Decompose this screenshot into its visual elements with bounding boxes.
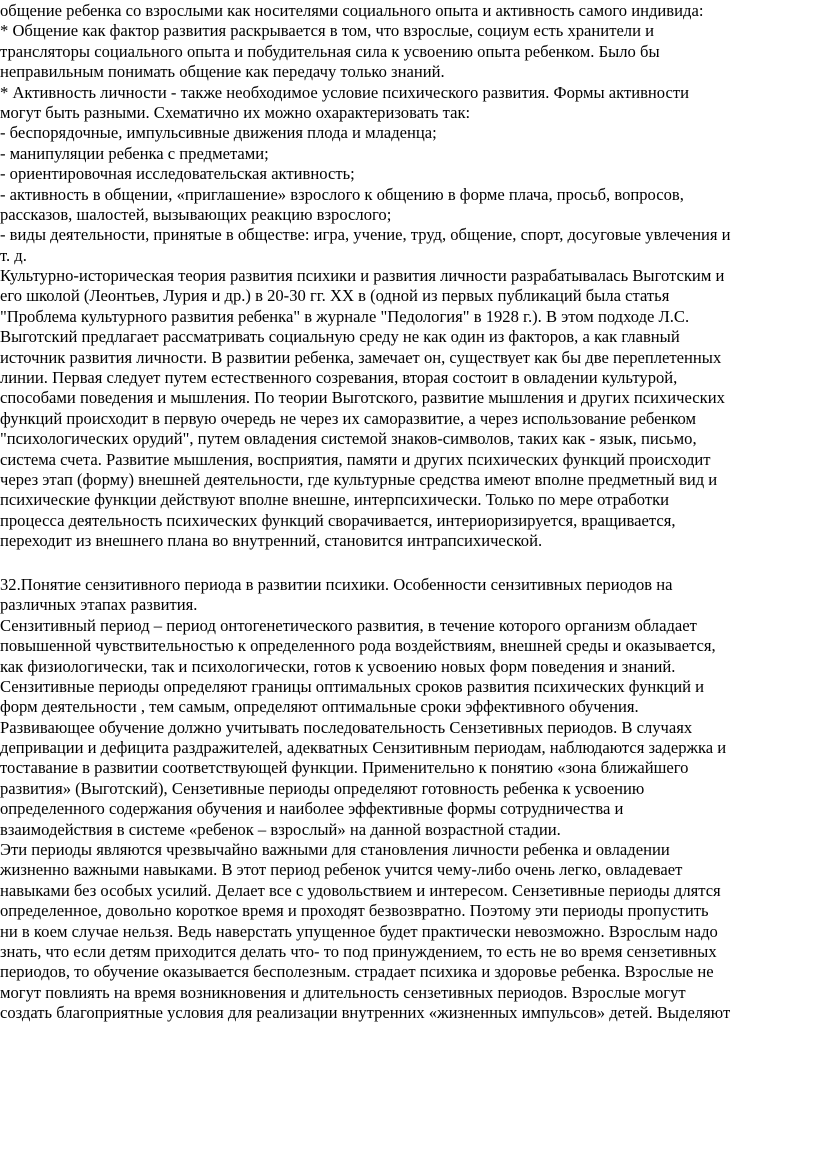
text-line: как физиологически, так и психологически, готов к усвоению новых форм поведения и знаний. <box>0 656 676 676</box>
text-line: знать, что если детям приходится делать что- то под принуждением, то есть не во время сензетивных <box>0 941 717 961</box>
text-line: создать благоприятные условия для реализации внутренних «жизненных импульсов» детей. Выделяют <box>0 1003 731 1023</box>
text-line: повышенной чувствительностью к определенного рода воздействиям, внешней среды и оказывается, <box>0 636 716 656</box>
text-line: Выготский предлагает рассматривать социальную среду не как один из факторов, а как главный <box>0 327 680 347</box>
text-line: различных этапах развития. <box>0 595 198 615</box>
text-line: определенного содержания обучения и наиболее эффективные формы сотрудничества и <box>0 799 624 819</box>
text-line: процесса деятельность психических функций сворачивается, интериоризируется, вращивается, <box>0 510 676 530</box>
text-line: Развивающее обучение должно учитывать последовательность Сензетивных периодов. В случаях <box>0 717 693 737</box>
text-line: форм деятельности , тем самым, определяют оптимальные сроки эффективного обучения. <box>0 697 639 717</box>
text-line: - активность в общении, «приглашение» взрослого к общению в форме плача, просьб, вопросов, <box>0 184 684 204</box>
text-line: - беспорядочные, импульсивные движения плода и младенца; <box>0 123 437 143</box>
text-line: ни в коем случае нельзя. Ведь наверстать упущенное будет практически невозможно. Взрослым надо <box>0 921 718 941</box>
text-line: определенное, довольно короткое время и проходят безвозвратно. Поэтому эти периоды пропустить <box>0 901 709 921</box>
text-line: "Проблема культурного развития ребенка" в журнале "Педология" в 1928 г.). В этом подходе Л.С. <box>0 306 690 326</box>
text-line: * Активность личности - также необходимое условие психического развития. Формы активности <box>0 82 690 102</box>
text-line: психические функции действуют вполне внешне, интерпсихически. Только по мере отработки <box>0 490 670 510</box>
text-line: - манипуляции ребенка с предметами; <box>0 143 269 163</box>
text-line: его школой (Леонтьев, Лурия и др.) в 20-30 гг. XX в (одной из первых публикаций была статья <box>0 286 670 306</box>
text-line: Эти периоды являются чрезвычайно важными для становления личности ребенка и овладении <box>0 840 670 860</box>
text-line: 32.Понятие сензитивного периода в развитии психики. Особенности сензитивных периодов на <box>0 574 673 594</box>
text-line: система счета. Развитие мышления, восприятия, памяти и других психических функций происходит <box>0 449 711 469</box>
text-line: периодов, то обучение оказывается бесполезным. страдает психика и здоровье ребенка. Взрослые не <box>0 962 714 982</box>
text-line: неправильным понимать общение как передачу только знаний. <box>0 62 445 82</box>
text-line: тоставание в развитии соответствующей функции. Применительно к понятию «зона ближайшего <box>0 758 689 778</box>
text-line: - виды деятельности, принятые в обществе: игра, учение, труд, общение, спорт, досуговые увлечения и <box>0 225 731 245</box>
text-line: через этап (форму) внешней деятельности, где культурные средства имеют вполне предметный вид и <box>0 469 718 489</box>
text-line: линии. Первая следует путем естественного созревания, вторая состоит в овладении культурой, <box>0 368 678 388</box>
text-line: Культурно-историческая теория развития психики и развития личности разрабатывалась Выготским и <box>0 266 725 286</box>
text-line: Сензитивный период – период онтогенетического развития, в течение которого организм обладает <box>0 615 697 635</box>
text-line: "психологических орудий", путем овладения системой знаков-символов, таких как - язык, письмо, <box>0 429 697 449</box>
text-line: могут быть разными. Схематично их можно охарактеризовать так: <box>0 102 471 122</box>
text-line: * Общение как фактор развития раскрывается в том, что взрослые, социум есть хранители и <box>0 21 654 41</box>
text-block-a <box>0 0 816 553</box>
text-line: навыками без особых усилий. Делает все с удовольствием и интересом. Сензетивные периоды длятся <box>0 880 721 900</box>
text-line: источник развития личности. В развитии ребенка, замечает он, существует как бы две переплетенных <box>0 347 722 367</box>
text-line: Сензитивные периоды определяют границы оптимальных сроков развития психических функций и <box>0 676 705 696</box>
text-line: функций происходит в первую очередь не через их саморазвитие, а через использование ребенком <box>0 408 697 428</box>
text-line: взаимодействия в системе «ребенок – взрослый» на данной возрастной стадии. <box>0 819 561 839</box>
text-line: переходит из внешнего плана во внутренний, становится интрапсихической. <box>0 531 543 551</box>
text-line: способами поведения и мышления. По теории Выготского, развитие мышления и других психических <box>0 388 725 408</box>
text-line: депривации и дефицита раздражителей, адекватных Сензитивным периодам, наблюдаются задержка и <box>0 738 727 758</box>
text-line: трансляторы социального опыта и побудительная сила к усвоению опыта ребенком. Было бы <box>0 41 660 61</box>
text-line: рассказов, шалостей, вызывающих реакцию взрослого; <box>0 204 392 224</box>
text-line: общение ребенка со взрослыми как носителями социального опыта и активность самого индивида: <box>0 1 704 20</box>
text-line: развития» (Выготский), Сензетивные периоды определяют готовность ребенка к усвоению <box>0 778 645 798</box>
text-line: могут повлиять на время возникновения и длительность сензетивных периодов. Взрослые могут <box>0 982 686 1002</box>
text-block-b <box>0 573 816 1025</box>
text-line: жизненно важными навыками. В этот период ребенок учится чему-либо очень легко, овладевает <box>0 860 683 880</box>
text-line: т. д. <box>0 245 27 265</box>
text-line: - ориентировочная исследовательская активность; <box>0 164 355 184</box>
